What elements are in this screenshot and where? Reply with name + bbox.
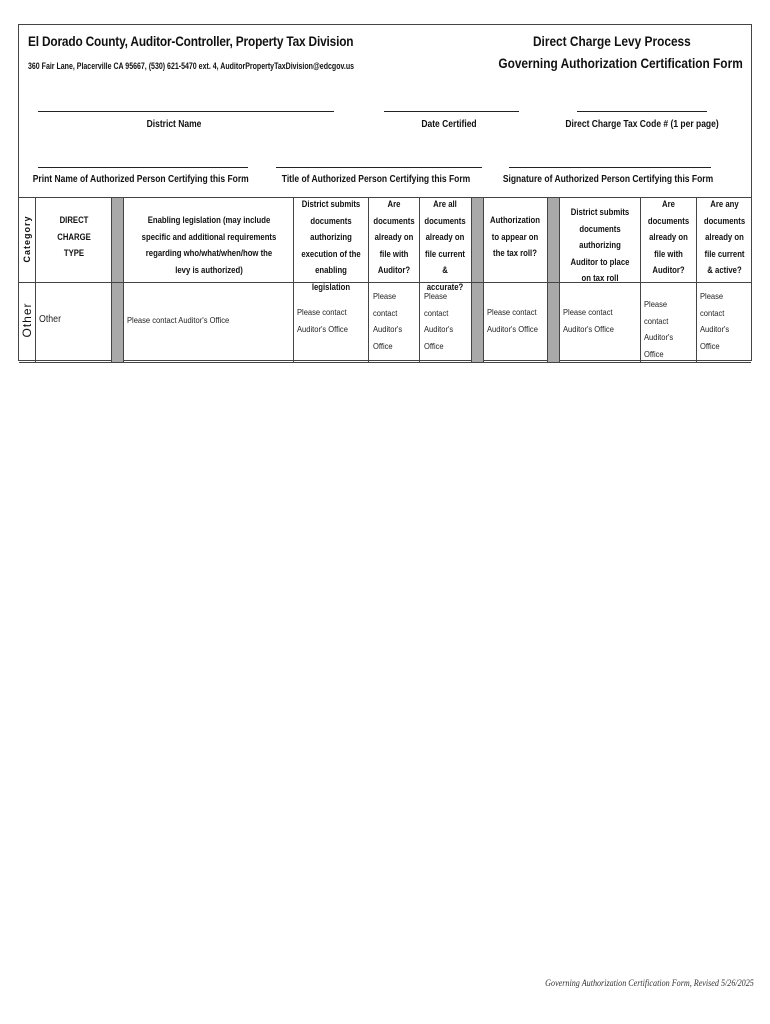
col-divider	[696, 198, 697, 362]
signature-field[interactable]	[509, 167, 711, 168]
row-current-active: Please contact Auditor's Office	[700, 291, 730, 351]
shade-column-4	[111, 198, 123, 362]
shade-column-2	[471, 198, 483, 362]
col-divider	[419, 198, 420, 362]
header-current-accurate: Are all documents already on file current & accurate?	[424, 199, 466, 292]
shade-column-3	[547, 198, 559, 362]
title-field[interactable]	[276, 167, 482, 168]
row-divider	[19, 362, 751, 363]
header-current-active: Are any documents already on file current & active?	[703, 199, 746, 275]
row-tax-roll: Please contact Auditor's Office	[487, 307, 538, 334]
row-divider	[19, 282, 751, 283]
row-current-accurate: Please contact Auditor's Office	[424, 291, 454, 351]
row-type-other: Other	[39, 314, 62, 325]
org-address: 360 Fair Lane, Placerville CA 95667, (530) 621-5470 ext. 4, AuditorPropertyTaxDivision@edcgov.us	[28, 61, 355, 71]
header-left	[28, 34, 446, 71]
col-divider	[559, 198, 560, 362]
print-name-field[interactable]	[38, 167, 248, 168]
row-on-file-1: Please contact Auditor's Office	[373, 291, 403, 351]
row-category-other: Other	[20, 302, 34, 338]
col-divider	[111, 198, 112, 362]
header-on-file-2: Are documents already on file with Auditor?	[647, 199, 690, 275]
header-submits-auditor: District submits documents authorizing Auditor to place on tax roll	[570, 207, 630, 283]
header-tax-roll: Authorization to appear on the tax roll?	[490, 215, 540, 258]
form-title-certification: Governing Authorization Certification Form	[498, 56, 743, 71]
org-title: El Dorado County, Auditor-Controller, Property Tax Division	[28, 34, 354, 49]
col-divider	[123, 198, 124, 362]
date-certified-label: Date Certified	[421, 119, 477, 130]
row-on-file-2: Please contact Auditor's Office	[644, 299, 674, 359]
footer-revision: Governing Authorization Certification Form, Revised 5/26/2025	[545, 978, 754, 988]
col-divider	[483, 198, 484, 362]
print-name-label: Print Name of Authorized Person Certifying this Form	[32, 174, 249, 185]
col-divider	[547, 198, 548, 362]
header-right	[465, 34, 743, 71]
category-label: Category	[22, 215, 32, 263]
levy-table	[19, 197, 751, 362]
col-divider	[471, 198, 472, 362]
header-on-file-1: Are documents already on file with Auditor?	[373, 199, 415, 275]
signature-label: Signature of Authorized Person Certifying this Form	[502, 174, 714, 185]
form-title-process: Direct Charge Levy Process	[533, 34, 691, 49]
title-label: Title of Authorized Person Certifying this Form	[281, 174, 471, 185]
row-legislation: Please contact Auditor's Office	[127, 315, 230, 325]
header-enabling-legislation: Enabling legislation (may include specific and additional requirements regarding who/what/when/how the levy is authorized)	[141, 215, 277, 275]
district-name-label: District Name	[146, 119, 202, 130]
form-frame	[18, 24, 752, 361]
col-divider	[368, 198, 369, 362]
district-name-field[interactable]	[38, 111, 334, 112]
row-submits-auditor: Please contact Auditor's Office	[563, 307, 614, 334]
tax-code-label: Direct Charge Tax Code # (1 per page)	[565, 119, 719, 130]
row-submits-execution: Please contact Auditor's Office	[297, 307, 348, 334]
col-divider	[35, 198, 36, 362]
tax-code-field[interactable]	[577, 111, 707, 112]
col-divider	[293, 198, 294, 362]
col-divider	[640, 198, 641, 362]
date-certified-field[interactable]	[384, 111, 519, 112]
header-submits-execution: District submits documents authorizing execution of the enabling legislation	[301, 199, 361, 292]
header-direct-charge-type: DIRECT CHARGE TYPE	[57, 215, 91, 258]
